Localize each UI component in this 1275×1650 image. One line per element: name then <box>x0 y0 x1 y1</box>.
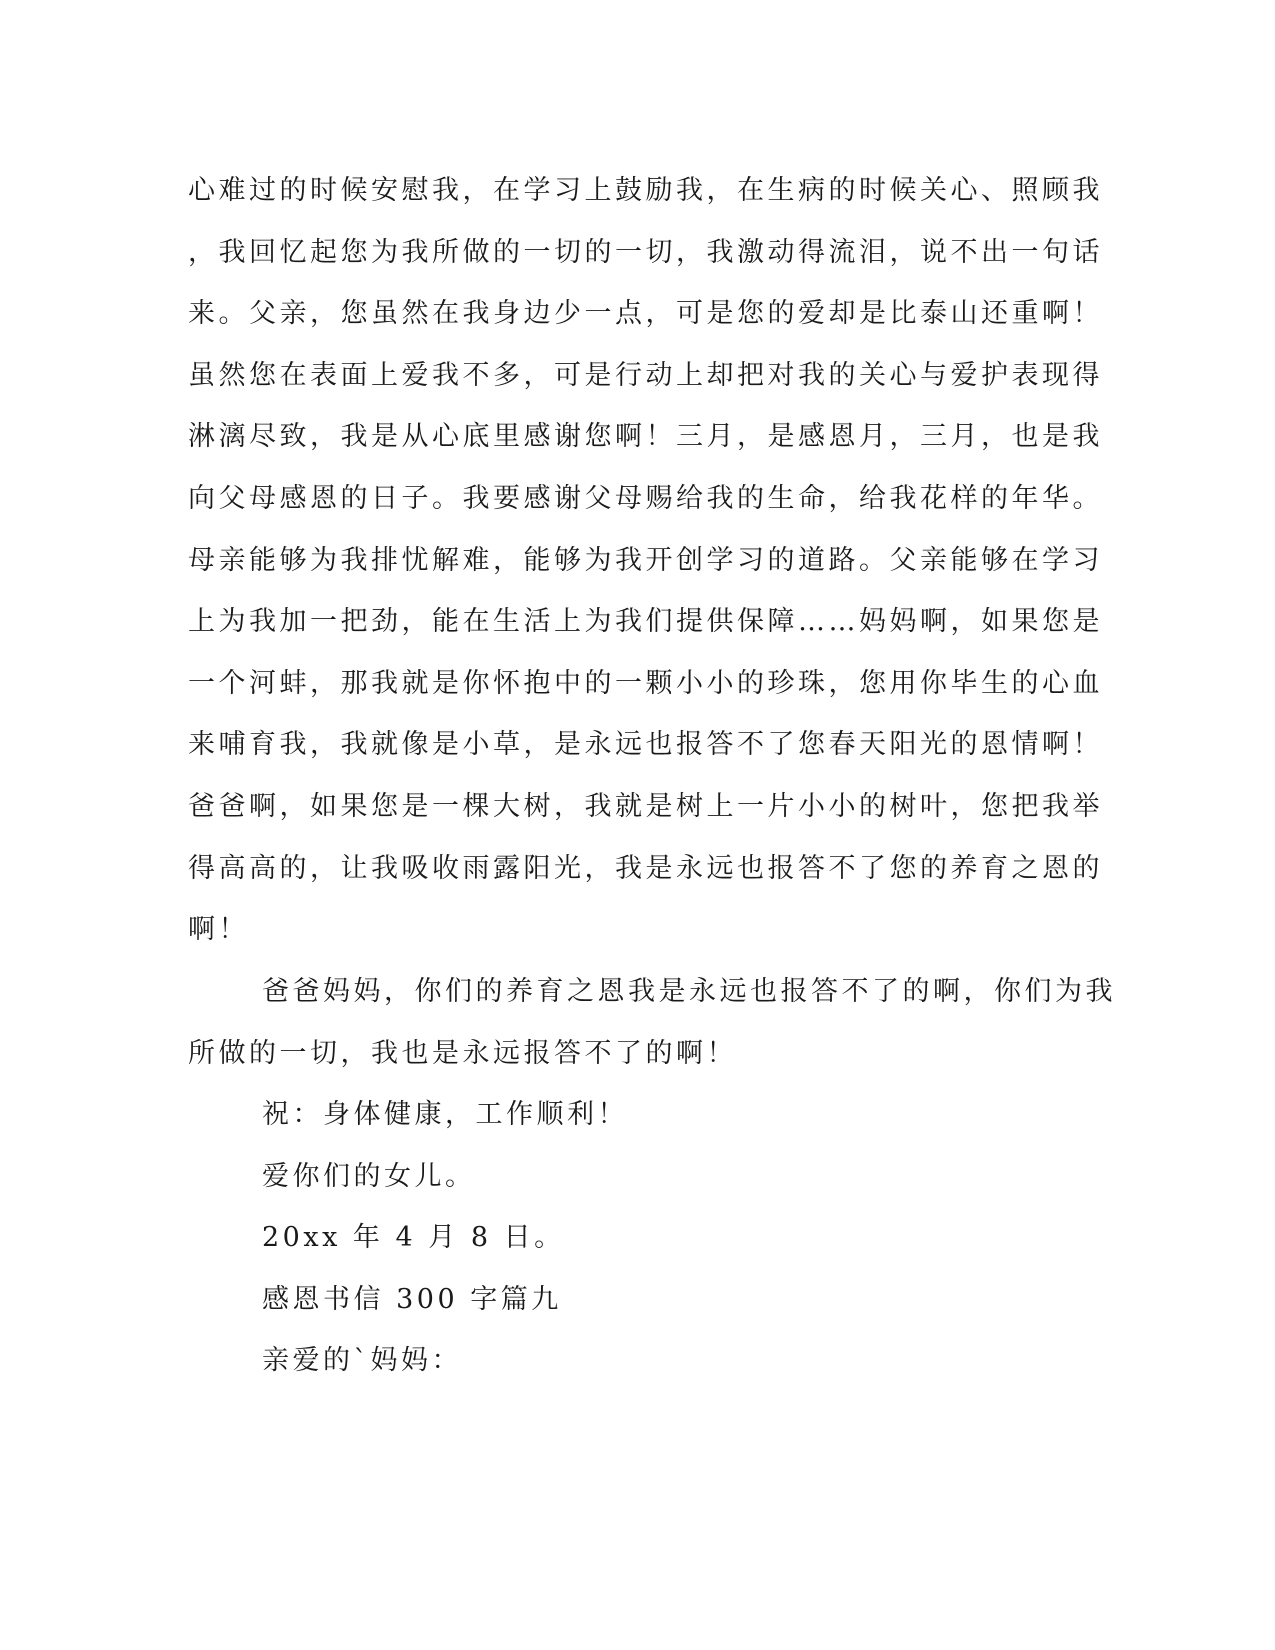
text-line: ，我回忆起您为我所做的一切的一切，我激动得流泪，说不出一句话 <box>188 236 1103 268</box>
text-line: 上为我加一把劲，能在生活上为我们提供保障……妈妈啊，如果您是 <box>188 606 1103 638</box>
blessing-line: 祝：身体健康，工作顺利！ <box>262 1099 628 1130</box>
text-line: 向父母感恩的日子。我要感谢父母赐给我的生命，给我花样的年华。 <box>188 482 1103 514</box>
section-heading: 感恩书信 300 字篇九 <box>262 1283 562 1315</box>
text-line: 所做的一切，我也是永远报答不了的啊！ <box>188 1037 737 1069</box>
text-line: 啊！ <box>188 914 249 946</box>
text-line: 心难过的时候安慰我，在学习上鼓励我，在生病的时候关心、照顾我 <box>188 175 1103 206</box>
text-line: 得高高的，让我吸收雨露阳光，我是永远也报答不了您的养育之恩的 <box>188 852 1103 884</box>
text-line: 爸爸啊，如果您是一棵大树，我就是树上一片小小的树叶，您把我举 <box>188 790 1103 822</box>
letter-paragraph-2 <box>188 961 1116 1084</box>
text-line: 母亲能够为我排忧解难，能够为我开创学习的道路。父亲能够在学习 <box>188 544 1103 576</box>
text-line: 一个河蚌，那我就是你怀抱中的一颗小小的珍珠，您用你毕生的心血 <box>188 667 1103 699</box>
text-line: 来。父亲，您虽然在我身边少一点，可是您的爱却是比泰山还重啊！ <box>188 298 1103 330</box>
text-line: 虽然您在表面上爱我不多，可是行动上却把对我的关心与爱护表现得 <box>188 359 1103 391</box>
letter-paragraph-1 <box>188 160 1103 961</box>
text-line: 来哺育我，我就像是小草，是永远也报答不了您春天阳光的恩情啊！ <box>188 729 1103 761</box>
signature-line: 爱你们的女儿。 <box>262 1160 476 1192</box>
date-line: 20xx 年 4 月 8 日。 <box>262 1222 565 1254</box>
salutation-line: 亲爱的`妈妈： <box>262 1345 462 1377</box>
text-line: 淋漓尽致，我是从心底里感谢您啊！三月，是感恩月，三月，也是我 <box>188 421 1103 453</box>
text-line: 爸爸妈妈，你们的养育之恩我是永远也报答不了的啊，你们为我 <box>262 976 1116 1007</box>
letter-closing <box>262 1084 1062 1392</box>
